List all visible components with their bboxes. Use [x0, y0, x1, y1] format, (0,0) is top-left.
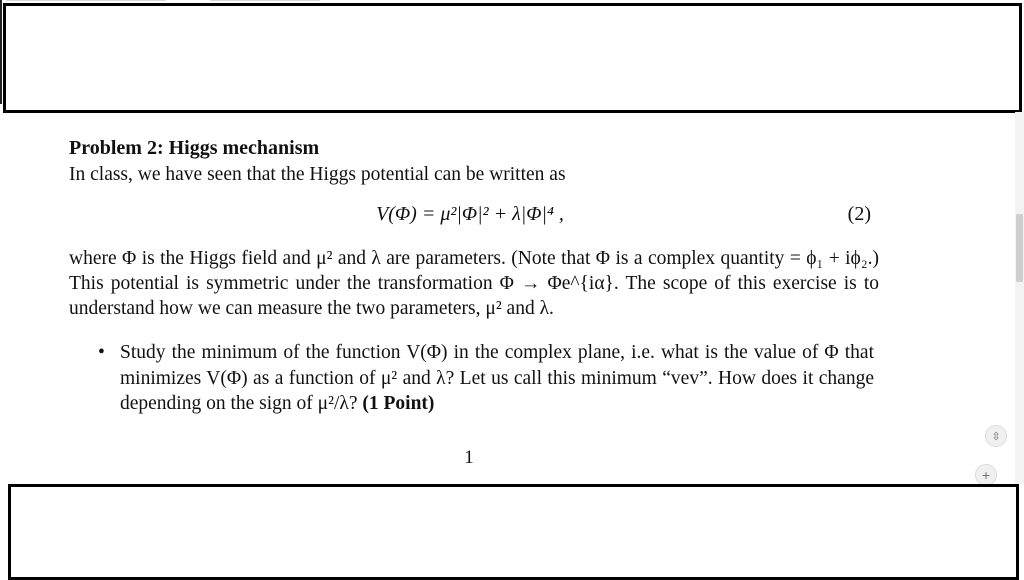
list-item-text: Study the minimum of the function V(Φ) in the complex plane, i.e. what is the value of Φ that minimizes V(Φ) as a function of μ² and λ? Let us call this minimum “vev”. How does it change depending on the sign of μ²/λ? — [120, 342, 874, 414]
zoom-in-icon: + — [981, 468, 991, 482]
equation-number: (2) — [847, 203, 871, 225]
page-number: 1 — [464, 447, 474, 468]
scrollbar-thumb[interactable] — [1016, 214, 1023, 282]
fit-page-icon: ⇳ — [991, 429, 1001, 443]
intro-text: In class, we have seen that the Higgs potential can be written as — [69, 164, 566, 185]
fit-page-button[interactable] — [985, 425, 1007, 447]
tab-strip-line — [6, 0, 166, 1]
points-label: (1 Point) — [362, 393, 435, 414]
vertical-scrollbar[interactable] — [1015, 112, 1024, 484]
problem-heading: Problem 2: Higgs mechanism — [69, 137, 320, 159]
redacted-region-top — [3, 3, 1022, 113]
body-paragraph: where Φ is the Higgs field and μ² and λ are parameters. (Note that Φ is a complex quantity = ϕ₁ + iϕ₂.) This potential is symmetric under the transformation Φ → Φe^{iα}. The scope of this exercise is to understand how we can measure the two parameters, μ² and λ. — [69, 248, 879, 319]
tab-strip-line — [210, 0, 320, 1]
redacted-region-bottom — [8, 484, 1019, 580]
zoom-in-button[interactable] — [975, 464, 997, 486]
window-edge — [0, 0, 2, 104]
equation-block — [69, 203, 871, 229]
exercise-list — [98, 340, 874, 417]
equation-formula: V(Φ) = μ²|Φ|² + λ|Φ|⁴ , — [376, 203, 564, 225]
list-item — [98, 340, 874, 417]
